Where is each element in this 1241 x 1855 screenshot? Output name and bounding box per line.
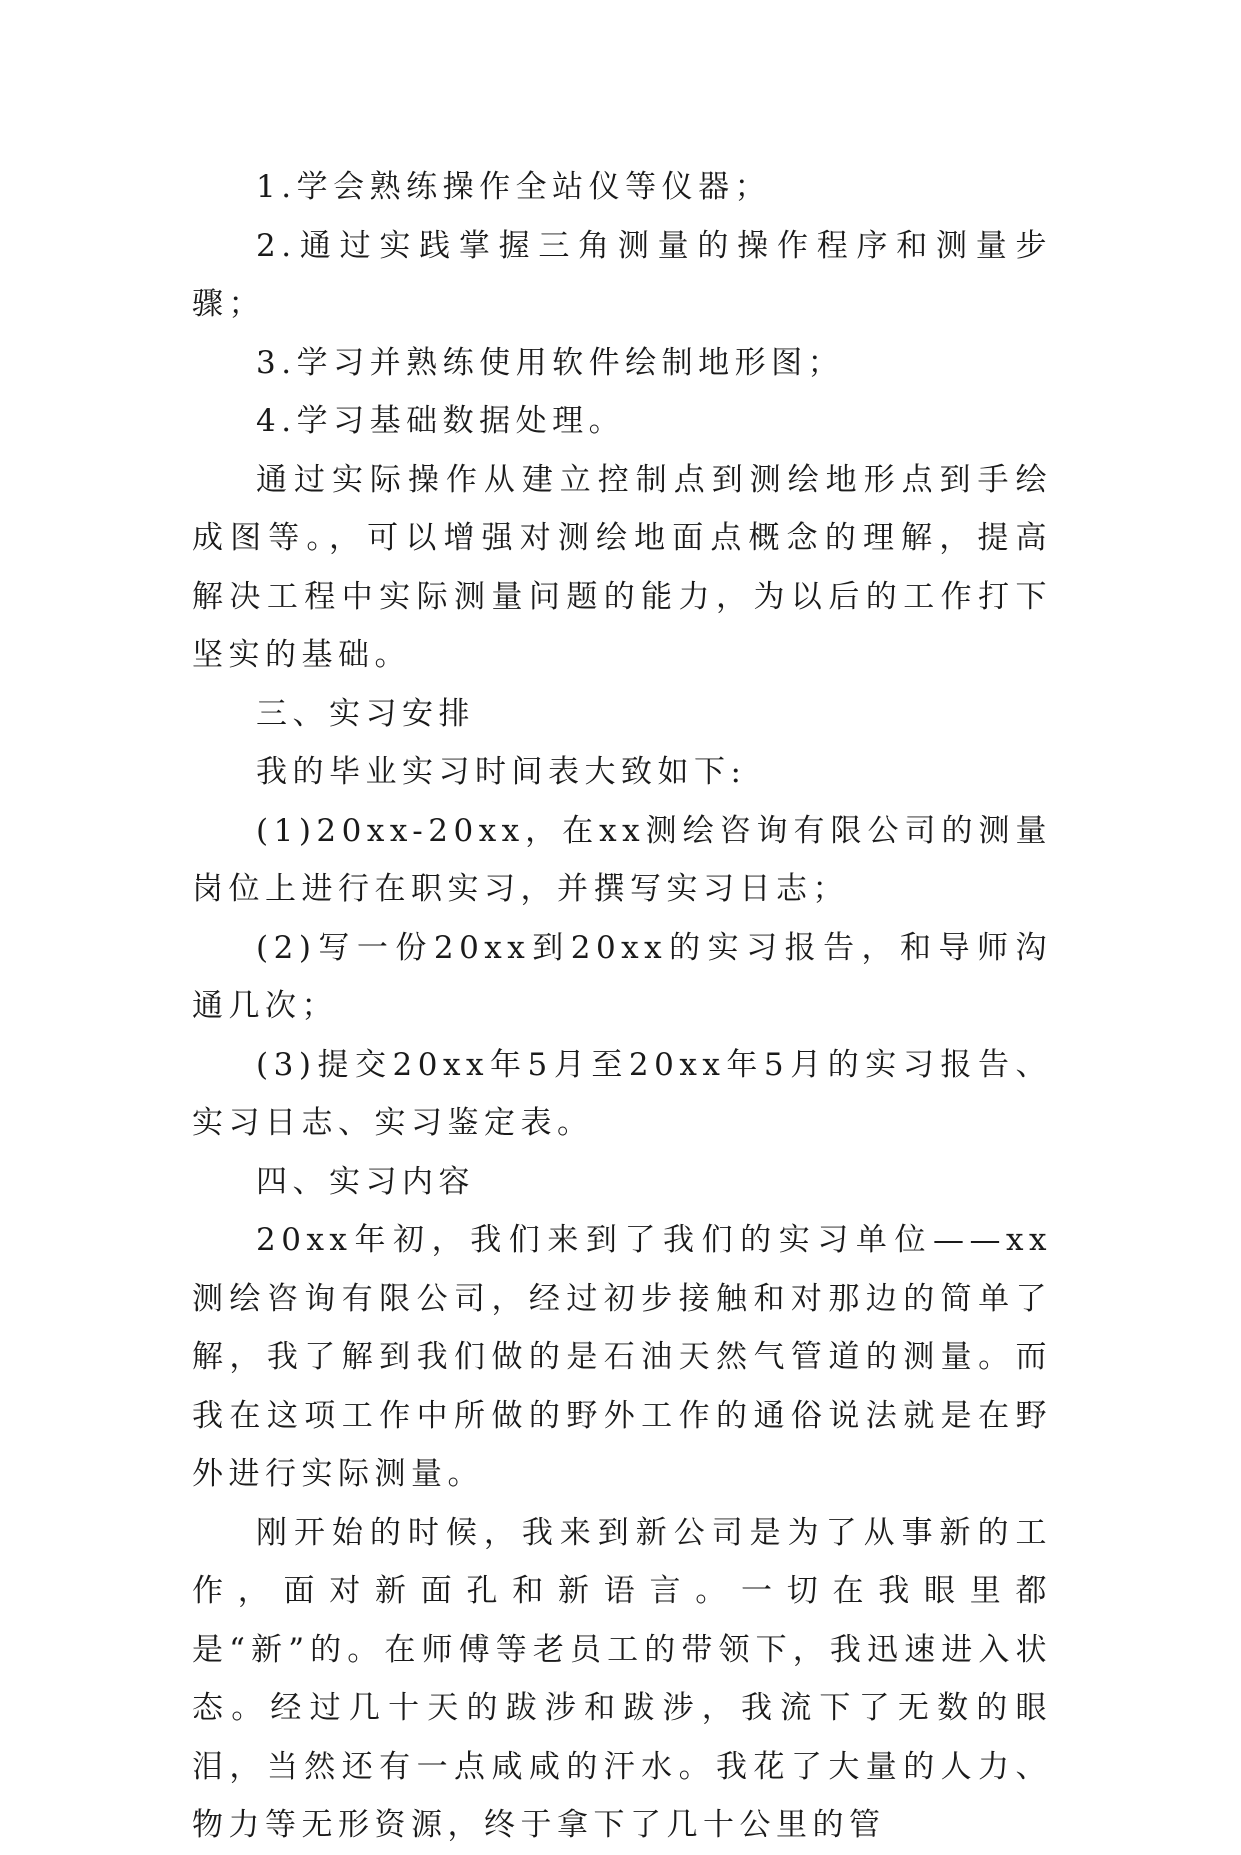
objective-item-3: 3.学习并熟练使用软件绘制地形图； (256, 344, 845, 381)
schedule-item-1: (1)20xx-20xx，在xx测绘咨询有限公司的测量岗位上进行在职实习，并撰写实习日志； (192, 812, 1052, 907)
objective-item-4: 4.学习基础数据处理。 (256, 403, 626, 439)
objective-item-2: 2.通过实践掌握三角测量的操作程序和测量步骤； (192, 227, 1052, 322)
schedule-item-3: (3)提交20xx年5月至20xx年5月的实习报告、实习日志、实习鉴定表。 (192, 1046, 1052, 1141)
content-paragraph-2: 刚开始的时候，我来到新公司是为了从事新的工作，面对新面孔和新语言。一切在我眼里都是“新”的。在师傅等老员工的带领下，我迅速进入状态。经过几十天的跋涉和跋涉，我流下了无数的眼泪，当然还有一点咸咸的汗水。我花了大量的人力、物力等无形资源，终于拿下了几十公里的管 (192, 1514, 1052, 1843)
section-heading-schedule: 三、实习安排 (256, 695, 475, 732)
content-paragraph-1: 20xx年初，我们来到了我们的实习单位——xx测绘咨询有限公司，经过初步接触和对那边的简单了解，我了解到我们做的是石油天然气管道的测量。而我在这项工作中所做的野外工作的通俗说法就是在野外进行实际测量。 (192, 1222, 1052, 1492)
objective-summary-paragraph: 通过实际操作从建立控制点到测绘地形点到手绘成图等。，可以增强对测绘地面点概念的理解，提高解决工程中实际测量问题的能力，为以后的工作打下坚实的基础。 (192, 461, 1052, 673)
objective-item-1: 1.学会熟练操作全站仪等仪器； (256, 169, 772, 205)
schedule-intro-paragraph: 我的毕业实习时间表大致如下: (256, 754, 747, 790)
section-heading-content: 四、实习内容 (256, 1163, 475, 1200)
schedule-item-2: (2)写一份20xx到20xx的实习报告，和导师沟通几次； (192, 929, 1052, 1024)
document-body (192, 158, 1052, 1855)
